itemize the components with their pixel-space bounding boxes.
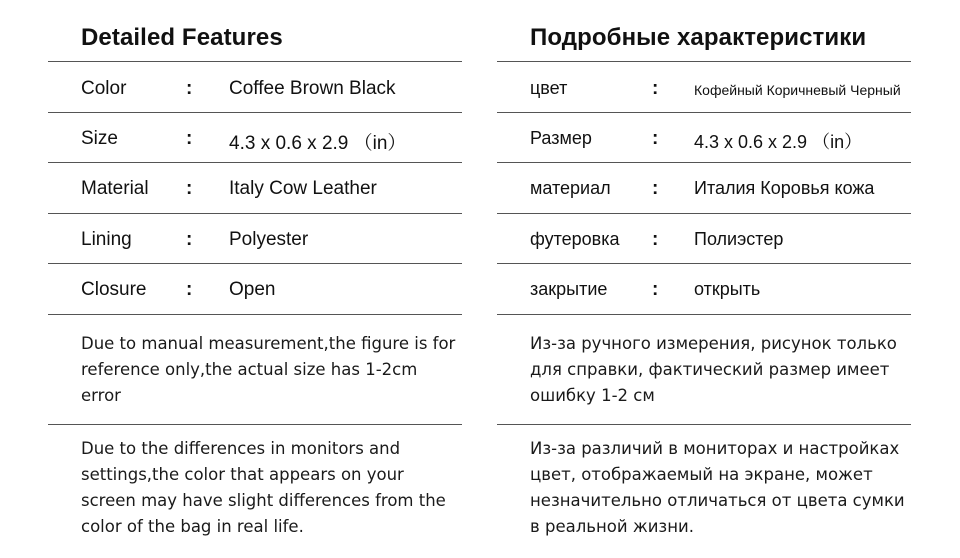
english-title: Detailed Features <box>81 24 283 51</box>
measurement-note: Due to manual measurement,the figure is for reference only,the actual size has 1-2cm error <box>81 334 456 405</box>
feature-row-color <box>48 62 462 112</box>
feature-label: материал <box>530 178 611 198</box>
feature-label: Material <box>81 178 149 199</box>
color-note: Из-за различий в мониторах и настройках цвет, отображаемый на экране, может незначительно отличаться от цвета сумки в реальной жизни. <box>530 439 905 536</box>
feature-label: Размер <box>530 128 592 148</box>
feature-value: Coffee Brown Black <box>229 78 396 99</box>
feature-value: Polyester <box>229 229 309 250</box>
feature-separator: : <box>186 178 193 199</box>
feature-row-size <box>48 112 462 162</box>
feature-value: открыть <box>694 279 761 299</box>
feature-separator: : <box>652 229 659 250</box>
feature-separator: : <box>186 78 193 99</box>
feature-label: закрытие <box>530 279 608 299</box>
measurement-note: Из-за ручного измерения, рисунок только для справки, фактический размер имеет ошибку 1-2 см <box>530 334 897 405</box>
divider <box>497 424 911 425</box>
feature-row-closure <box>48 263 462 313</box>
color-note: Due to the differences in monitors and settings,the color that appears on your screen may have slight differences from the color of the bag in real life. <box>81 439 446 536</box>
feature-separator: : <box>186 279 193 300</box>
divider <box>497 314 911 315</box>
feature-row-color <box>497 62 911 112</box>
russian-title: Подробные характеристики <box>530 24 867 51</box>
feature-separator: : <box>652 128 659 149</box>
feature-value: Кофейный Коричневый Черный <box>694 82 901 98</box>
feature-value: Италия Коровья кожа <box>694 178 875 198</box>
feature-separator: : <box>186 128 193 149</box>
feature-label: футеровка <box>530 229 620 249</box>
feature-row-size <box>497 112 911 162</box>
feature-label: Size <box>81 128 118 149</box>
feature-value: 4.3 x 0.6 x 2.9 （in） <box>229 133 407 154</box>
feature-label: Lining <box>81 229 132 250</box>
feature-value: Полиэстер <box>694 229 784 249</box>
feature-row-lining <box>497 213 911 263</box>
feature-separator: : <box>652 78 659 99</box>
feature-separator: : <box>652 178 659 199</box>
feature-value: 4.3 x 0.6 x 2.9 （in） <box>694 132 863 152</box>
feature-separator: : <box>186 229 193 250</box>
divider <box>48 314 462 315</box>
feature-row-lining <box>48 213 462 263</box>
feature-separator: : <box>652 279 659 300</box>
feature-value: Italy Cow Leather <box>229 178 377 199</box>
feature-value: Open <box>229 279 276 300</box>
feature-row-material <box>497 162 911 212</box>
feature-label: Color <box>81 78 127 99</box>
feature-row-material <box>48 162 462 212</box>
feature-label: цвет <box>530 78 568 98</box>
feature-label: Closure <box>81 279 147 300</box>
divider <box>48 424 462 425</box>
feature-row-closure <box>497 263 911 313</box>
